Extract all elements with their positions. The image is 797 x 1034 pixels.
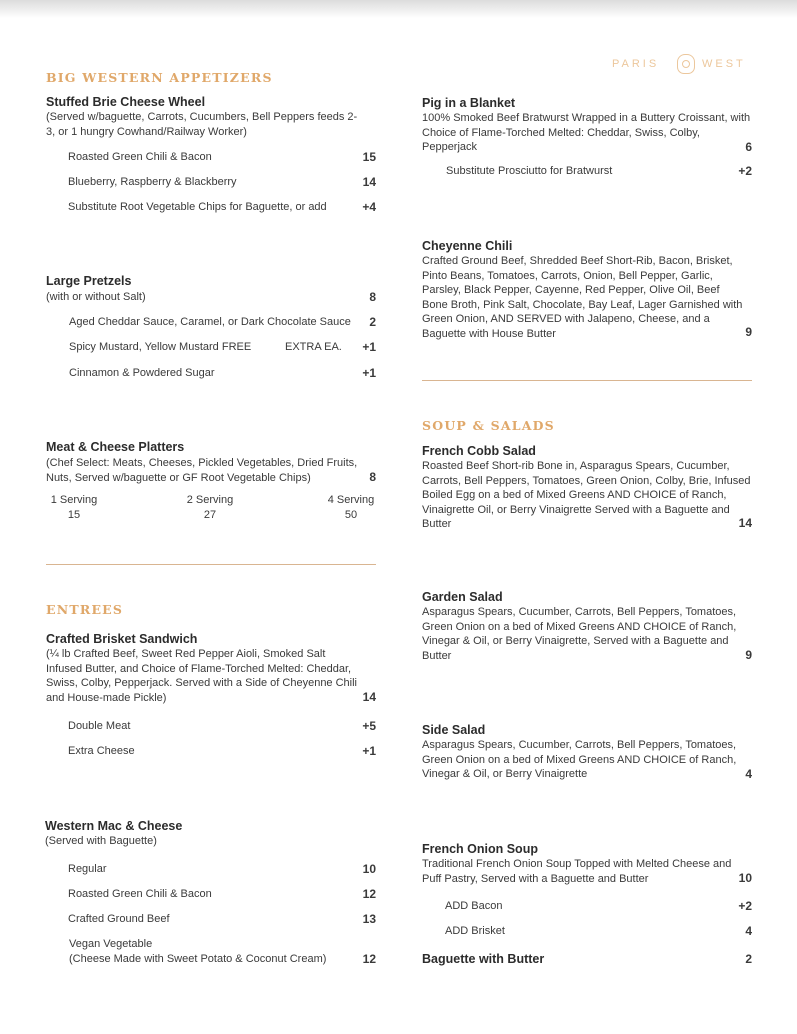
item-description: Roasted Beef Short-rib Bone in, Asparagus Spears, Cucumber, Carrots, Bell Peppers, Tomatoes, Green Onion, Colby, Brie, Infused Boiled Egg on a bed of Mixed Greens AND CHOICE of Ranch, Vinaigrette Oil, or Berry Vinaigrette Served with a Baguette and Butter [422, 460, 751, 530]
item-title: French Onion Soup [422, 842, 538, 856]
serving-price: 27 [203, 509, 217, 521]
item-title: Meat & Cheese Platters [46, 440, 185, 454]
item-title: Pig in a Blanket [422, 96, 516, 110]
item-price: 9 [745, 648, 752, 662]
option-label: Double Meat [68, 720, 131, 732]
item-title: French Cobb Salad [422, 444, 536, 458]
option-label: Crafted Ground Beef [68, 913, 170, 925]
section-divider [46, 564, 376, 565]
item-title: Side Salad [422, 723, 486, 737]
option-price: 10 [362, 862, 376, 876]
option-price: +2 [738, 164, 752, 178]
option-price: 15 [362, 150, 376, 164]
item-price: 2 [745, 952, 752, 966]
option-label: Roasted Green Chili & Bacon [68, 151, 212, 163]
item-price: 14 [362, 690, 376, 704]
serving-label: 2 Serving [186, 494, 234, 506]
option-price: 14 [362, 175, 376, 189]
item-description: (Served w/baguette, Carrots, Cucumbers, Bell Peppers feeds 2-3, or 1 hungry Cowhand/Railway Worker) [46, 111, 358, 138]
item-description: Asparagus Spears, Cucumber, Carrots, Bell Peppers, Tomatoes, Green Onion on a bed of Mixed Greens AND CHOICE of Ranch, Vinegar & Oil, or Berry Vinaigrette, Served with a Baguette and Butter [422, 606, 737, 662]
option-label: Blueberry, Raspberry & Blackberry [68, 176, 237, 188]
item-description: 100% Smoked Beef Bratwurst Wrapped in a Buttery Croissant, with Choice of Flame-Torched Melted: Cheddar, Swiss, Colby, Pepperjack [422, 112, 751, 153]
crest-icon [677, 54, 695, 74]
brand-name-right: WEST [702, 58, 746, 70]
section-heading-appetizers: BIG WESTERN APPETIZERS [46, 70, 273, 85]
option-label: Spicy Mustard, Yellow Mustard FREE [69, 341, 252, 353]
item-description: Crafted Ground Beef, Shredded Beef Short-Rib, Bacon, Brisket, Pinto Beans, Tomatoes, Carrots, Onion, Bell Pepper, Garlic, Parsley, Black Pepper, Cayenne, Red Pepper, Olive Oil, Beef Bone Broth, Pink Salt, Chocolate, Bay Leaf, Lager Garnished with Green Onion, AND SERVED with Jalapeno, Cheese, and a Baguette with House Butter [422, 255, 743, 340]
option-price: 2 [369, 315, 376, 329]
viewer-top-shadow [0, 0, 797, 18]
option-sublabel: (Cheese Made with Sweet Potato & Coconut Cream) [69, 953, 327, 965]
item-title: Large Pretzels [46, 274, 132, 288]
item-description: (Chef Select: Meats, Cheeses, Pickled Vegetables, Dried Fruits, Nuts, Served w/baguette or GF Root Vegetable Chips) [46, 457, 358, 484]
item-price: 8 [369, 470, 376, 484]
option-label: Regular [68, 863, 107, 875]
option-label: Extra Cheese [68, 745, 135, 757]
option-price: 4 [745, 924, 752, 938]
section-divider [422, 380, 752, 381]
serving-price: 15 [67, 509, 81, 521]
serving-price: 50 [344, 509, 358, 521]
item-title: Stuffed Brie Cheese Wheel [46, 95, 206, 109]
option-label: Roasted Green Chili & Bacon [68, 888, 212, 900]
option-price: +1 [362, 366, 376, 380]
option-price: +1 [362, 744, 376, 758]
option-label: Vegan Vegetable [69, 938, 153, 950]
item-price: 10 [738, 871, 752, 885]
option-price: +2 [738, 899, 752, 913]
item-title: Crafted Brisket Sandwich [46, 632, 198, 646]
item-description: (Served with Baguette) [45, 835, 157, 847]
option-price: 12 [362, 952, 376, 966]
item-title: Garden Salad [422, 590, 503, 604]
option-label: Aged Cheddar Sauce, Caramel, or Dark Chocolate Sauce [69, 316, 351, 328]
option-label: Substitute Prosciutto for Bratwurst [446, 165, 613, 177]
option-label: Cinnamon & Powdered Sugar [69, 367, 215, 379]
item-price: 8 [369, 290, 376, 304]
item-price: 6 [745, 140, 752, 154]
item-title: Western Mac & Cheese [45, 819, 183, 833]
item-description: (¼ lb Crafted Beef, Sweet Red Pepper Aioli, Smoked Salt Infused Butter, and Choice of Flame-Torched Melted: Cheddar, Swiss, Colby, Pepperjack. Served with a Side of Cheyenne Chili and House-made Pickle) [46, 648, 358, 704]
item-title: Cheyenne Chili [422, 239, 513, 253]
option-price: 13 [362, 912, 376, 926]
section-heading-entrees: ENTREES [46, 602, 124, 617]
section-heading-soups-salads: SOUP & SALADS [422, 418, 555, 433]
option-price: +1 [362, 340, 376, 354]
item-description: (with or without Salt) [46, 291, 146, 303]
item-description: Traditional French Onion Soup Topped with Melted Cheese and Puff Pastry, Served with a Baguette and Butter [422, 858, 732, 885]
item-price: 14 [738, 516, 752, 530]
item-description: Asparagus Spears, Cucumber, Carrots, Bell Peppers, Tomatoes, Green Onion on a bed of Mixed Greens AND CHOICE of Ranch, Vinegar & Oil, or Berry Vinaigrette [422, 739, 737, 780]
option-price: +5 [362, 719, 376, 733]
serving-label: 4 Serving [327, 494, 375, 506]
option-extra-note: EXTRA EA. [285, 341, 342, 353]
option-label: ADD Bacon [445, 900, 503, 912]
item-title: Baguette with Butter [422, 952, 545, 966]
option-label: ADD Brisket [445, 925, 505, 937]
option-price: +4 [362, 200, 376, 214]
item-price: 9 [745, 325, 752, 339]
item-price: 4 [745, 767, 752, 781]
option-price: 12 [362, 887, 376, 901]
brand-name-left: PARIS [612, 58, 660, 70]
option-label: Substitute Root Vegetable Chips for Baguette, or add [68, 201, 327, 213]
serving-label: 1 Serving [50, 494, 98, 506]
